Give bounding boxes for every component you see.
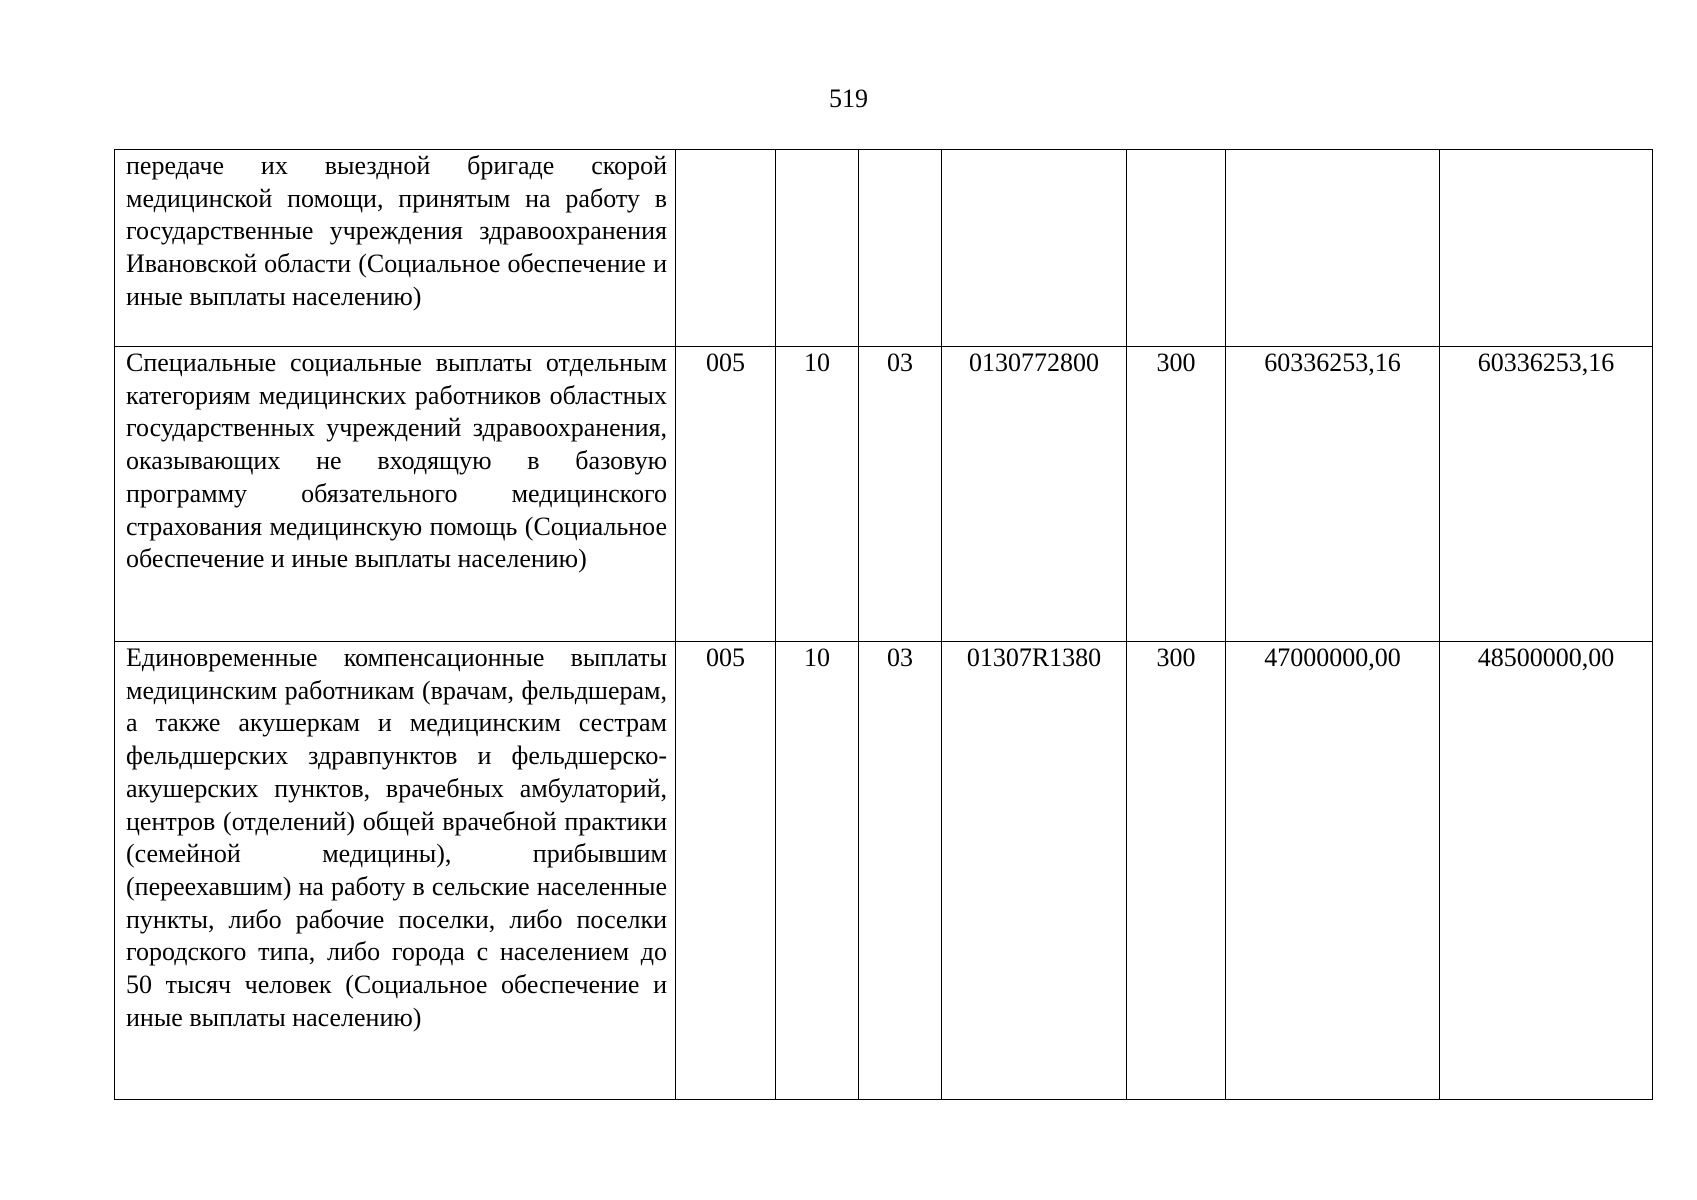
cell-sum-1: 60336253,16 [1226, 347, 1440, 642]
cell-rz: 10 [776, 347, 859, 642]
cell-pr: 03 [859, 642, 942, 1100]
row-description: передаче их выездной бригаде скорой медицинской помощи, принятым на работу в государственные учреждения здравоохранения Ивановской области (Социальное обеспечение и иные выплаты населению) [115, 150, 676, 347]
cell-vr: 300 [1127, 347, 1226, 642]
cell-rz: 10 [776, 642, 859, 1100]
page-number: 519 [829, 84, 868, 113]
cell-csr [942, 150, 1127, 347]
cell-vr: 300 [1127, 642, 1226, 1100]
cell-rz [776, 150, 859, 347]
cell-sum-1: 47000000,00 [1226, 642, 1440, 1100]
cell-sum-2 [1440, 150, 1653, 347]
cell-ved [676, 150, 776, 347]
cell-pr [859, 150, 942, 347]
cell-sum-1 [1226, 150, 1440, 347]
table-row [115, 150, 1653, 347]
row-description: Специальные социальные выплаты отдельным категориям медицинских работников областных государственных учреждений здравоохранения, оказывающих не входящую в базовую программу обязательного медицинского страхования медицинскую помощь (Социальное обеспечение и иные выплаты населению) [115, 347, 676, 642]
cell-ved: 005 [676, 642, 776, 1100]
row-description: Единовременные компенсационные выплаты медицинским работникам (врачам, фельдшерам, а также акушеркам и медицинским сестрам фельдшерских здравпунктов и фельдшерско-акушерских пунктов, врачебных амбулаторий, центров (отделений) общей врачебной практики (семейной медицины), прибывшим (переехавшим) на работу в сельские населенные пункты, либо рабочие поселки, либо поселки городского типа, либо города с населением до 50 тысяч человек (Социальное обеспечение и иные выплаты населению) [115, 642, 676, 1100]
table-row [115, 347, 1653, 642]
cell-ved: 005 [676, 347, 776, 642]
table-row [115, 642, 1653, 1100]
cell-csr: 0130772800 [942, 347, 1127, 642]
cell-sum-2: 48500000,00 [1440, 642, 1653, 1100]
budget-table [114, 149, 1653, 1100]
cell-sum-2: 60336253,16 [1440, 347, 1653, 642]
cell-pr: 03 [859, 347, 942, 642]
cell-vr [1127, 150, 1226, 347]
cell-csr: 01307R1380 [942, 642, 1127, 1100]
